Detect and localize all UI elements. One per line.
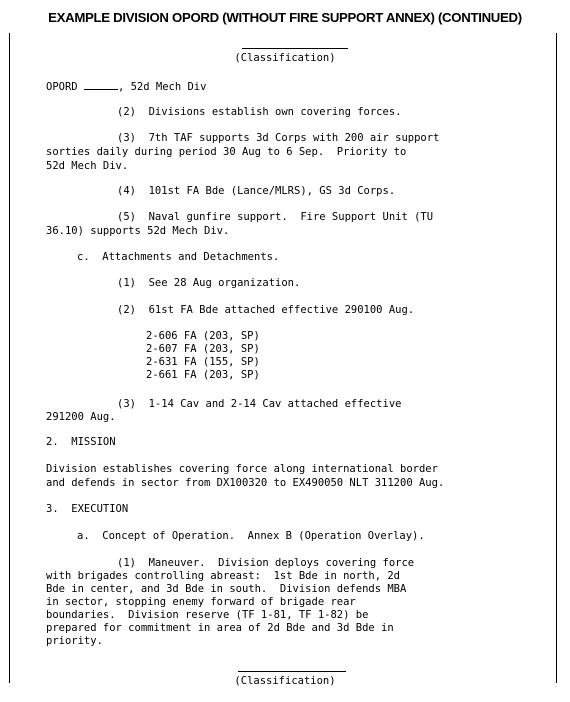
para-2: (2) Divisions establish own covering forces. bbox=[117, 106, 402, 118]
opord-prefix: OPORD bbox=[46, 81, 84, 93]
opord-number-blank bbox=[84, 79, 118, 90]
para-5-line-1: (5) Naval gunfire support. Fire Support Unit (TU bbox=[117, 211, 434, 223]
classification-bottom: (Classification) bbox=[234, 675, 336, 687]
para-3-line-2: sorties daily during period 30 Aug to 6 Sep. Priority to bbox=[46, 146, 407, 158]
para-c-heading: c. Attachments and Detachments. bbox=[77, 251, 280, 263]
maneuver-line-6: prepared for commitment in area of 2d Bde and 3d Bde in bbox=[46, 622, 394, 634]
mission-line-2: and defends in sector from DX100320 to EX490050 NLT 311200 Aug. bbox=[46, 477, 445, 489]
unit-item: 2-661 FA (203, SP) bbox=[146, 369, 260, 381]
para-4: (4) 101st FA Bde (Lance/MLRS), GS 3d Corps. bbox=[117, 185, 396, 197]
unit-item: 2-631 FA (155, SP) bbox=[146, 356, 260, 368]
mission-line-1: Division establishes covering force along international border bbox=[46, 463, 438, 475]
maneuver-line-1: (1) Maneuver. Division deploys covering force bbox=[117, 557, 415, 569]
maneuver-line-7: priority. bbox=[46, 635, 103, 647]
unit-item: 2-607 FA (203, SP) bbox=[146, 343, 260, 355]
classification-rule-bottom bbox=[238, 671, 346, 672]
maneuver-line-3: Bde in center, and 3d Bde in south. Division defends MBA bbox=[46, 583, 407, 595]
maneuver-line-4: in sector, stopping enemy forward of brigade rear bbox=[46, 596, 356, 608]
maneuver-line-5: boundaries. Division reserve (TF 1-81, TF 1-82) be bbox=[46, 609, 369, 621]
para-c-2: (2) 61st FA Bde attached effective 290100 Aug. bbox=[117, 304, 415, 316]
execution-heading: 3. EXECUTION bbox=[46, 503, 129, 515]
opord-suffix: , 52d Mech Div bbox=[117, 81, 207, 93]
classification-top: (Classification) bbox=[234, 52, 336, 64]
mission-heading: 2. MISSION bbox=[46, 436, 116, 448]
right-margin-rule bbox=[556, 33, 557, 683]
classification-rule-top bbox=[242, 48, 348, 49]
left-margin-rule bbox=[9, 33, 10, 683]
para-c-3-line-1: (3) 1-14 Cav and 2-14 Cav attached effective bbox=[117, 398, 402, 410]
para-c-3-line-2: 291200 Aug. bbox=[46, 411, 116, 423]
unit-item: 2-606 FA (203, SP) bbox=[146, 330, 260, 342]
para-5-line-2: 36.10) supports 52d Mech Div. bbox=[46, 225, 230, 237]
para-3-line-3: 52d Mech Div. bbox=[46, 160, 129, 172]
opord-line bbox=[46, 79, 206, 94]
maneuver-line-2: with brigades controlling abreast: 1st Bde in north, 2d bbox=[46, 570, 401, 582]
para-c-1: (1) See 28 Aug organization. bbox=[117, 277, 301, 289]
page-header: EXAMPLE DIVISION OPORD (WITHOUT FIRE SUPPORT ANNEX) (CONTINUED) bbox=[48, 10, 522, 25]
para-3-line-1: (3) 7th TAF supports 3d Corps with 200 air support bbox=[117, 132, 440, 144]
concept-of-operation: a. Concept of Operation. Annex B (Operation Overlay). bbox=[77, 530, 425, 542]
